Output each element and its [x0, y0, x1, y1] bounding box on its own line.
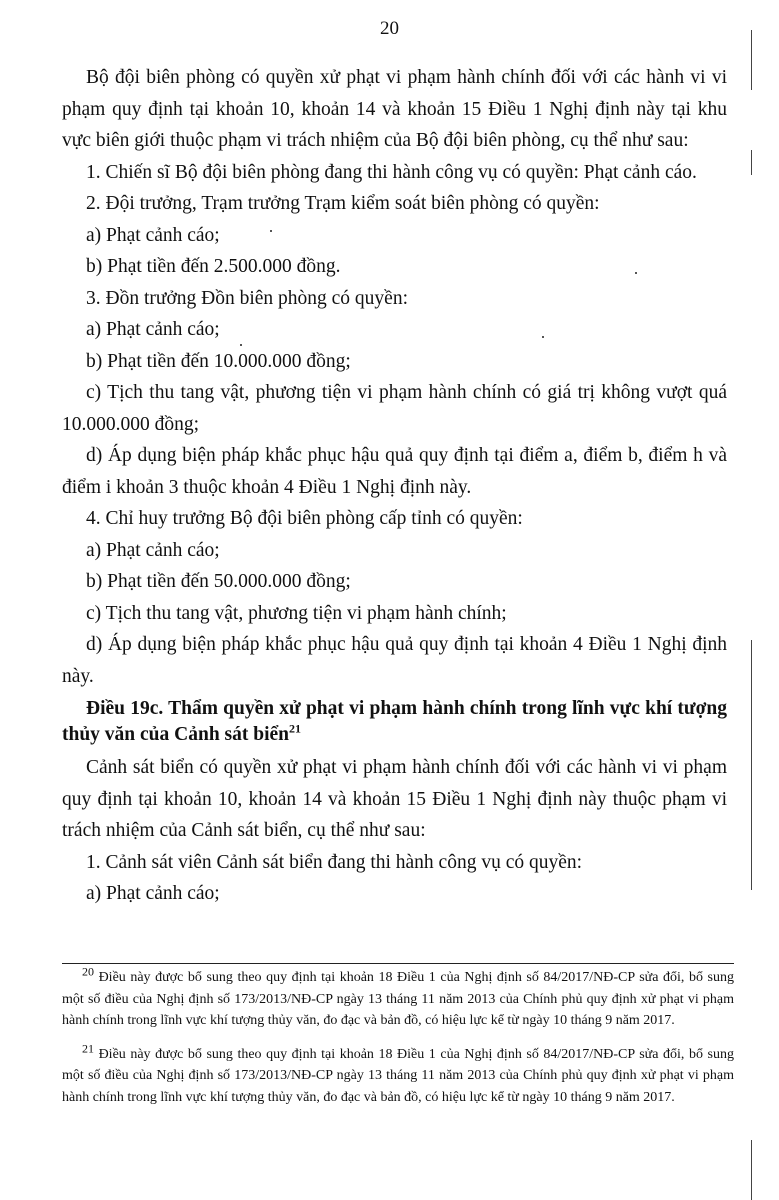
clause-2: 2. Đội trưởng, Trạm trưởng Trạm kiểm soát biên phòng có quyền:: [86, 193, 600, 214]
document-body: [62, 62, 727, 910]
clause-3b: b) Phạt tiền đến 10.000.000 đồng;: [86, 350, 351, 372]
clause-1: 1. Chiến sĩ Bộ đội biên phòng đang thi hành công vụ có quyền: Phạt cảnh cáo.: [86, 161, 697, 183]
scan-speck: [635, 272, 637, 274]
scan-speck: [542, 336, 544, 338]
article-heading-text: Điều 19c. Thẩm quyền xử phạt vi phạm hành chính trong lĩnh vực khí tượng thủy văn của Cảnh sát biển: [62, 698, 727, 745]
footnote-separator: [62, 963, 734, 964]
clause-4a: a) Phạt cảnh cáo;: [86, 539, 220, 561]
footnote-text: Điều này được bổ sung theo quy định tại khoản 18 Điều 1 của Nghị định số 84/2017/NĐ-CP sửa đổi, bổ sung một số điều của Nghị định số 173/2013/NĐ-CP ngày 13 tháng 11 năm 2013 của Chính phủ quy định xử phạt vi phạm hành chính trong lĩnh vực khí tượng thủy văn, đo đạc và bản đồ, có hiệu lực kể từ ngày 10 tháng 9 năm 2017.: [62, 970, 734, 1028]
article-heading: [62, 692, 727, 752]
scan-speck: [270, 230, 272, 232]
scan-speck: [240, 344, 242, 346]
clause-4d: d) Áp dụng biện pháp khắc phục hậu quả quy định tại khoản 4 Điều 1 Nghị định này.: [62, 634, 727, 687]
scan-edge-mark: [751, 640, 752, 890]
scan-edge-mark: [751, 1140, 752, 1200]
clause-2a: a) Phạt cảnh cáo;: [86, 224, 220, 246]
scan-edge-mark: [751, 150, 752, 175]
scan-edge-mark: [751, 30, 752, 90]
coast-guard-intro: Cảnh sát biển có quyền xử phạt vi phạm hành chính đối với các hành vi vi phạm quy định tại khoản 10, khoản 14 và khoản 15 Điều 1 Nghị định này thuộc phạm vi trách nhiệm của Cảnh sát biển, cụ thể như sau:: [62, 757, 727, 841]
footnote-number: 21: [82, 1040, 94, 1055]
clause-3d: d) Áp dụng biện pháp khắc phục hậu quả quy định tại điểm a, điểm b, điểm h và điểm i khoản 3 thuộc khoản 4 Điều 1 Nghị định này.: [62, 445, 727, 498]
footnote-21: [62, 1040, 734, 1109]
coast-guard-clause-1a: a) Phạt cảnh cáo;: [86, 883, 220, 904]
footnote-ref-21[interactable]: 21: [289, 721, 302, 736]
clause-2b: b) Phạt tiền đến 2.500.000 đồng.: [86, 256, 341, 277]
clause-3a: a) Phạt cảnh cáo;: [86, 319, 220, 340]
clause-4c: c) Tịch thu tang vật, phương tiện vi phạm hành chính;: [86, 602, 507, 624]
coast-guard-clause-1: 1. Cảnh sát viên Cảnh sát biển đang thi hành công vụ có quyền:: [86, 851, 583, 873]
clause-4b: b) Phạt tiền đến 50.000.000 đồng;: [86, 571, 351, 592]
footnote-text: Điều này được bổ sung theo quy định tại khoản 18 Điều 1 của Nghị định số 84/2017/NĐ-CP sửa đổi, bổ sung một số điều của Nghị định số 173/2013/NĐ-CP ngày 13 tháng 11 năm 2013 của Chính phủ quy định xử phạt vi phạm hành chính trong lĩnh vực khí tượng thủy văn, đo đạc và bản đồ, có hiệu lực kể từ ngày 10 tháng 9 năm 2017.: [62, 1046, 734, 1105]
page-number: 20: [380, 18, 399, 39]
footnote-number: 20: [82, 964, 94, 979]
footnotes: [62, 964, 734, 1120]
clause-3: 3. Đồn trưởng Đồn biên phòng có quyền:: [86, 287, 409, 309]
footnote-20: [62, 964, 734, 1032]
clause-4: 4. Chỉ huy trưởng Bộ đội biên phòng cấp tỉnh có quyền:: [86, 508, 523, 529]
clause-3c: c) Tịch thu tang vật, phương tiện vi phạm hành chính có giá trị không vượt quá 10.000.000 đồng;: [62, 382, 727, 435]
intro-paragraph: Bộ đội biên phòng có quyền xử phạt vi phạm hành chính đối với các hành vi vi phạm quy định tại khoản 10, khoản 14 và khoản 15 Điều 1 Nghị định này tại khu vực biên giới thuộc phạm vi trách nhiệm của Bộ đội biên phòng, cụ thể như sau:: [62, 67, 727, 151]
